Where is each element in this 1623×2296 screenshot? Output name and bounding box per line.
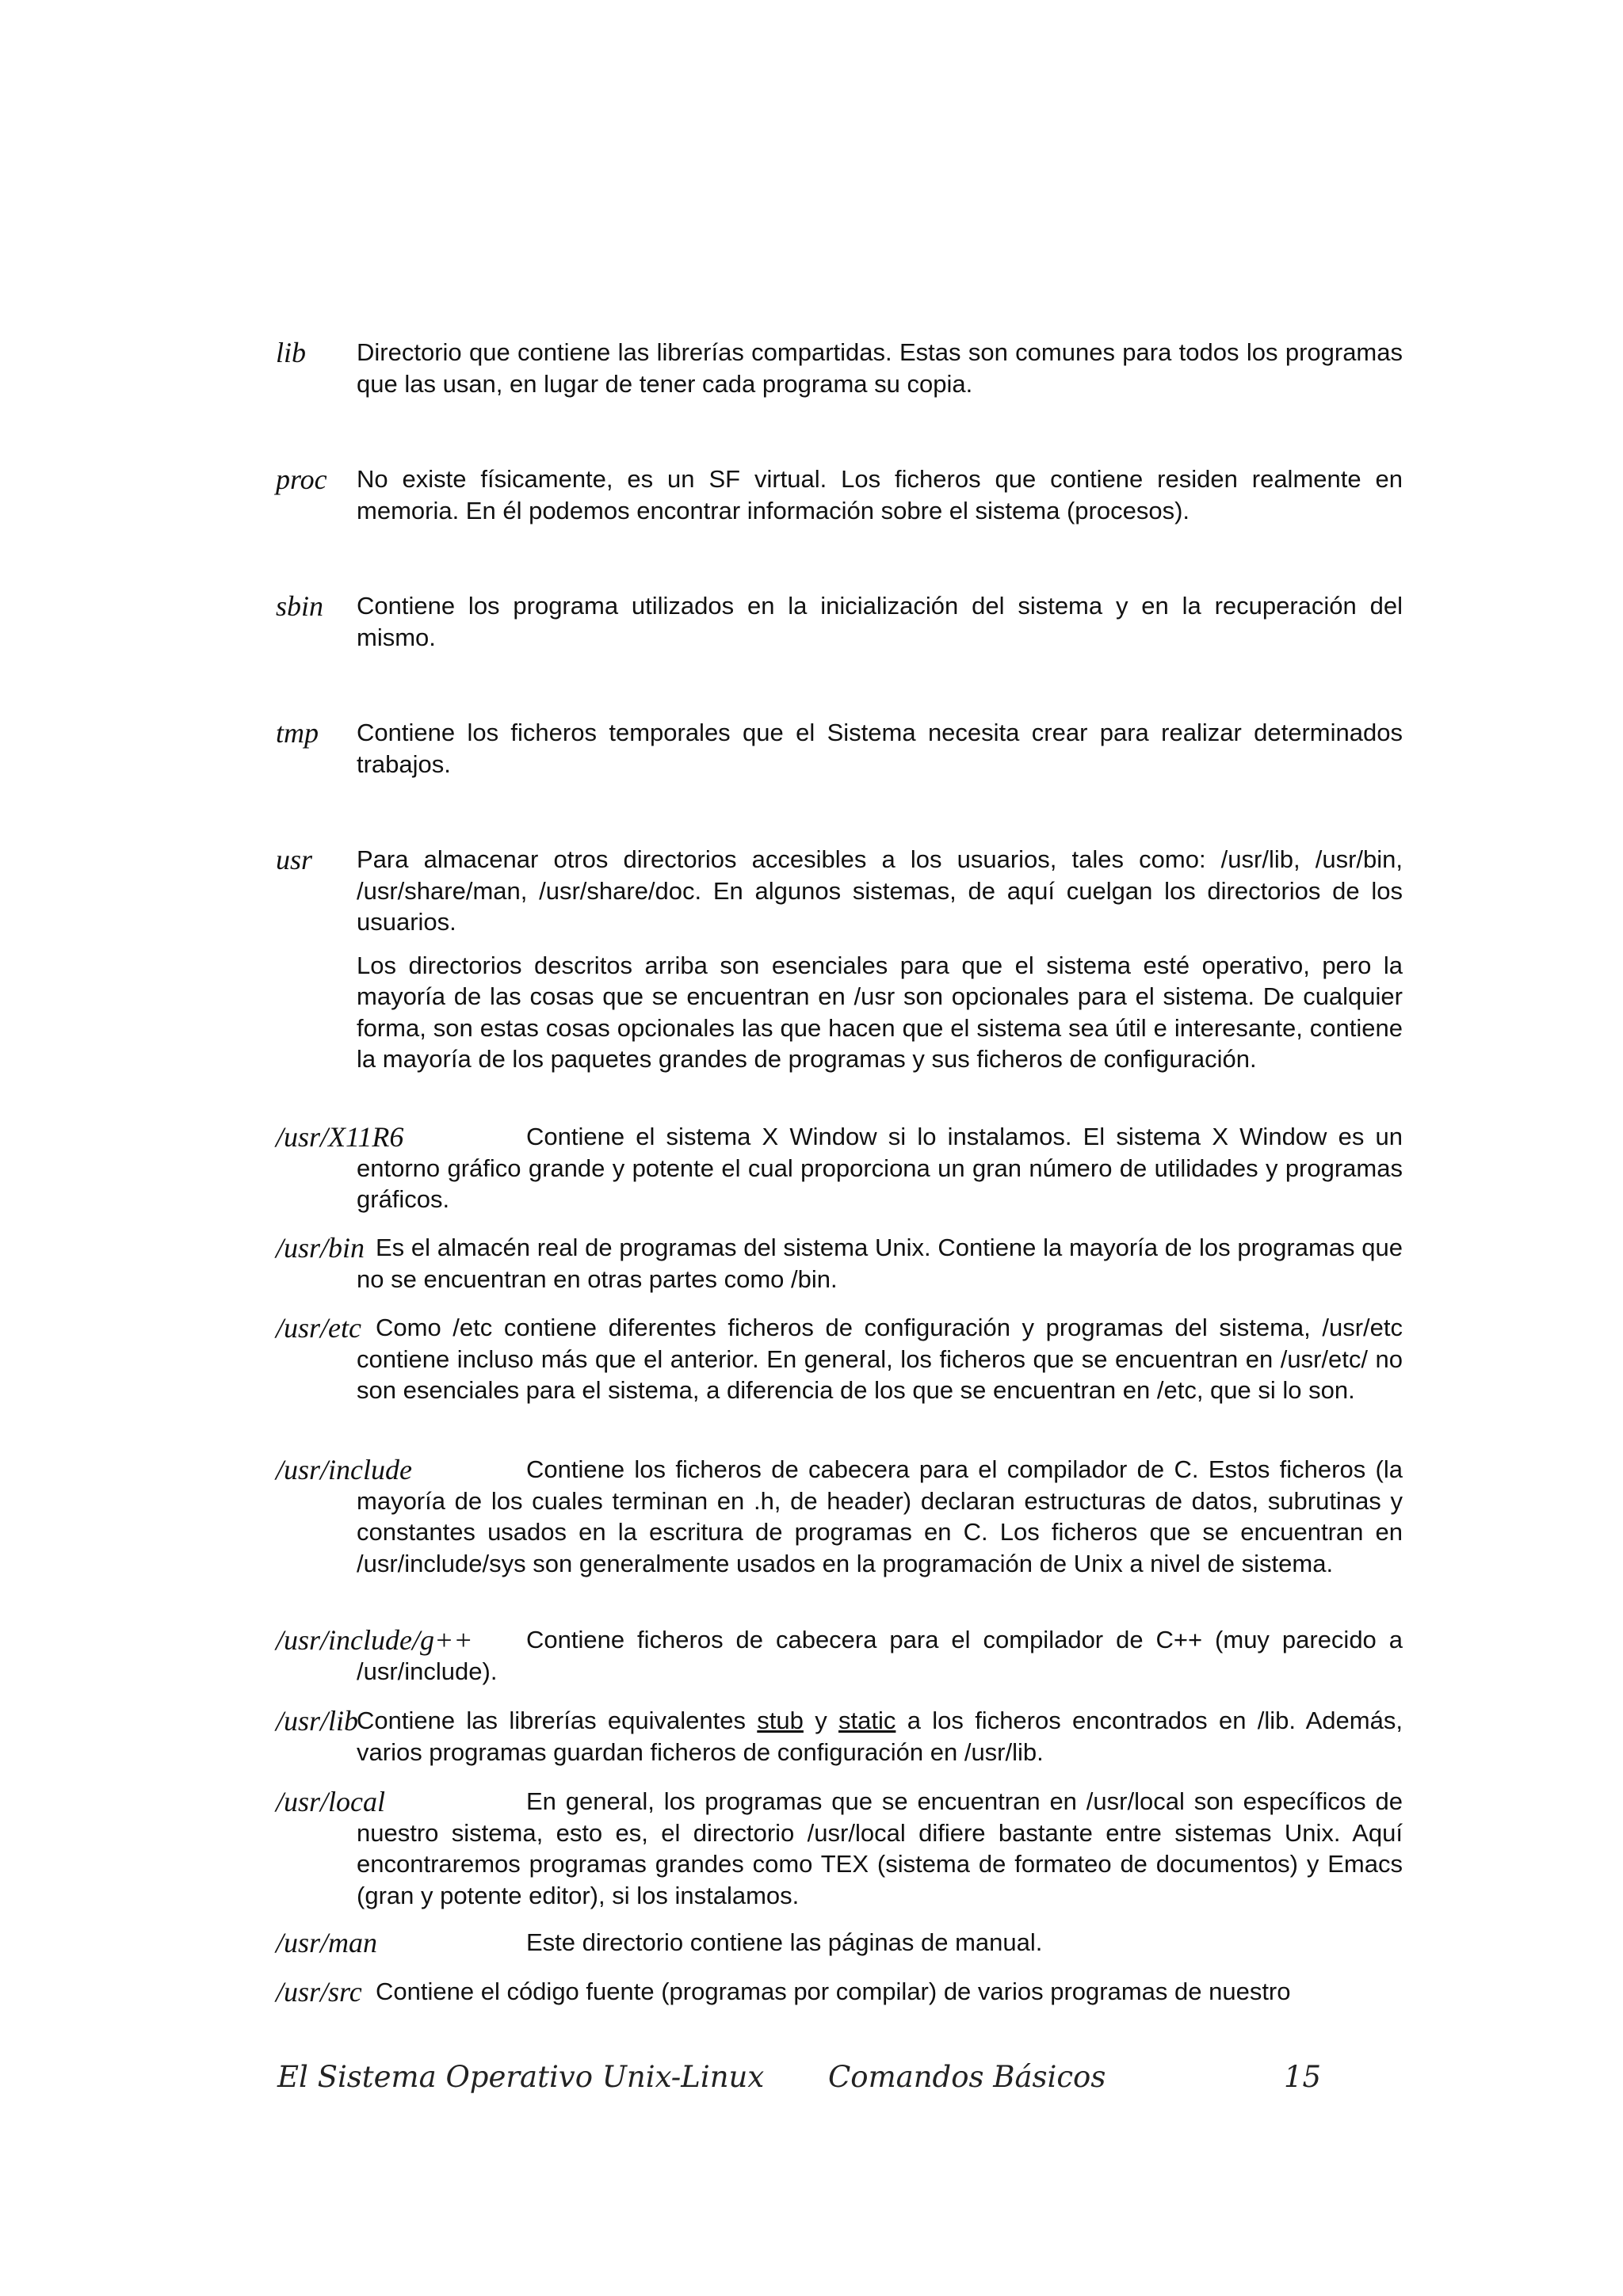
entry-proc: [276, 463, 1403, 526]
desc-lib: Directorio que contiene las librerías compartidas. Estas son comunes para todos los programas que las usan, en lugar de tener cada programa su copia.: [357, 338, 1403, 398]
term-usr-src: /usr/src: [276, 1976, 362, 2008]
entry-tmp: [276, 717, 1403, 780]
desc-usr-x11r6: Contiene el sistema X Window si lo instalamos. El sistema X Window es un entorno gráfico grande y potente el cual proporciona un gran número de utilidades y programas gráficos.: [357, 1123, 1403, 1213]
desc-usr-bin: Es el almacén real de programas del sistema Unix. Contiene la mayoría de los programas que no se encuentran en otras partes como /bin.: [357, 1234, 1403, 1293]
entry-usr-bin: [276, 1232, 1403, 1295]
desc-tmp: Contiene los ficheros temporales que el Sistema necesita crear para realizar determinados trabajos.: [357, 719, 1403, 778]
term-usr-man: /usr/man: [276, 1927, 378, 1958]
desc-proc: No existe físicamente, es un SF virtual. Los ficheros que contiene residen realmente en memoria. En él podemos encontrar información sobre el sistema (procesos).: [357, 465, 1403, 524]
usr-lib-text-a: Contiene las librerías equivalentes: [357, 1707, 746, 1734]
term-usr-lib: /usr/lib: [276, 1705, 359, 1737]
usr-lib-static: static: [838, 1707, 896, 1734]
term-usr-x11r6: /usr/X11R6: [276, 1121, 404, 1153]
entry-lib: [276, 337, 1403, 399]
usr-paragraph-1: Para almacenar otros directorios accesibles a los usuarios, tales como: /usr/lib, /usr/bin, /usr/share/man, /usr/share/doc. En algunos sistemas, de aquí cuelgan los directorios de los usuarios.: [357, 845, 1403, 936]
usr-paragraph-2: Los directorios descritos arriba son esenciales para que el sistema esté operativo, pero la mayoría de las cosas que se encuentran en /usr son opcionales para el sistema. De cualquier forma, son estas cosas opcionales las que hacen que el sistema sea útil e interesante, contiene la mayoría de los paquetes grandes de programas y sus ficheros de configuración.: [357, 951, 1403, 1073]
term-usr: usr: [276, 844, 313, 875]
entry-usr-include: [276, 1454, 1403, 1579]
footer-page-number: 15: [1284, 2060, 1322, 2094]
entry-usr: [276, 844, 1403, 1075]
entry-usr-man: [276, 1927, 1403, 1958]
entry-sbin: [276, 590, 1403, 653]
entry-usr-include-gpp: [276, 1624, 1403, 1687]
desc-usr: [357, 844, 1403, 1075]
usr-lib-text-c: a los ficheros encontrados en /lib. Además, varios programas guardan ficheros de configuración en /usr/lib.: [357, 1707, 1403, 1766]
desc-usr-lib: [357, 1705, 1403, 1768]
term-tmp: tmp: [276, 717, 319, 749]
entry-usr-x11r6: [276, 1121, 1403, 1215]
desc-usr-local: En general, los programas que se encuentran en /usr/local son específicos de nuestro sistema, esto es, el directorio /usr/local difiere bastante entre sistemas Unix. Aquí encontraremos programas grandes como TEX (sistema de formateo de documentos) y Emacs (gran y potente editor), si los instalamos.: [357, 1787, 1403, 1909]
usr-lib-stub: stub: [757, 1707, 804, 1734]
footer-section-title: Comandos Básicos: [828, 2060, 1106, 2094]
term-usr-local: /usr/local: [276, 1786, 386, 1817]
term-usr-etc: /usr/etc: [276, 1312, 361, 1344]
entry-usr-local: [276, 1786, 1403, 1911]
entry-usr-etc: [276, 1312, 1403, 1406]
desc-usr-src: Contiene el código fuente (programas por compilar) de varios programas de nuestro: [376, 1978, 1291, 2005]
term-usr-include: /usr/include: [276, 1454, 412, 1486]
term-lib: lib: [276, 337, 307, 368]
desc-usr-include-gpp: Contiene ficheros de cabecera para el compilador de C++ (muy parecido a /usr/include).: [357, 1626, 1403, 1685]
entry-usr-lib: [276, 1705, 1403, 1768]
desc-usr-man: Este directorio contiene las páginas de manual.: [526, 1928, 1043, 1956]
desc-usr-include: Contiene los ficheros de cabecera para el compilador de C. Estos ficheros (la mayoría de los cuales terminan en .h, de header) declaran estructuras de datos, subrutinas y constantes usados en la escritura de programas en C. Los ficheros que se encuentran en /usr/include/sys son generalmente usados en la programación de Unix a nivel de sistema.: [357, 1455, 1403, 1577]
footer-book-title: El Sistema Operativo Unix-Linux: [277, 2060, 765, 2094]
term-usr-bin: /usr/bin: [276, 1232, 365, 1264]
usr-lib-text-b: y: [815, 1707, 827, 1734]
desc-sbin: Contiene los programa utilizados en la inicialización del sistema y en la recuperación del mismo.: [357, 592, 1403, 651]
entry-usr-src: [276, 1976, 1403, 2008]
desc-usr-etc: Como /etc contiene diferentes ficheros de configuración y programas del sistema, /usr/etc contiene incluso más que el anterior. En general, los ficheros que se encuentran en /usr/etc/ no son esenciales para el sistema, a diferencia de los que se encuentran en /etc, que si lo son.: [357, 1314, 1403, 1404]
term-proc: proc: [276, 463, 327, 495]
term-sbin: sbin: [276, 590, 324, 622]
term-usr-include-gpp: /usr/include/g++: [276, 1624, 473, 1656]
